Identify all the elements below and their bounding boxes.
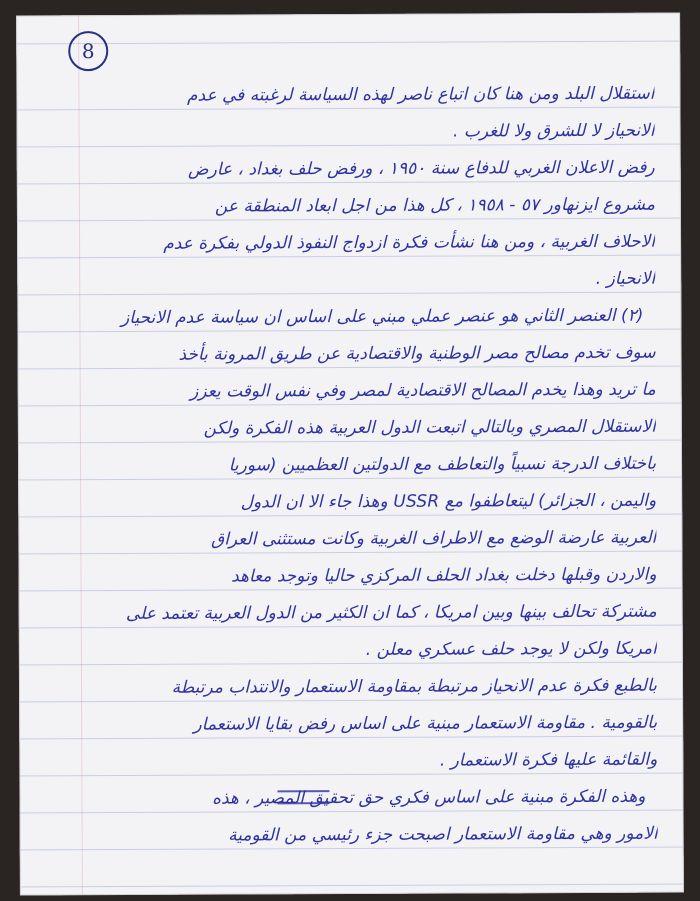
- text-line-11: باختلاف الدرجة نسبياً والتعاطف مع الدولتين العظميين (سوريا: [228, 453, 657, 476]
- text-line-6: الانحياز .: [595, 268, 656, 289]
- text-line-19: والقائمة عليها فكرة الاستعمار .: [439, 749, 658, 771]
- text-line-10: الاستقلال المصري وبالتالي اتبعت الدول العربية هذه الفكرة ولكن: [203, 416, 656, 439]
- text-line-5: الاحلاف الغربية ، ومن هنا نشأت فكرة ازدواج النفوذ الدولي بفكرة عدم: [163, 231, 656, 254]
- text-line-18: بالقومية . مقاومة الاستعمار مبنية على اساس رفض بقايا الاستعمار: [193, 712, 658, 735]
- text-line-12: واليمن ، الجزائر) ليتعاطفوا مع USSR وهذا جاء الا ان الدول: [240, 490, 657, 513]
- text-line-4: مشروع ايزنهاور ٥٧ - ١٩٥٨ ، كل هذا من اجل ابعاد المنطقة عن: [214, 194, 655, 217]
- text-line-2: الانحياز لا للشرق ولا للغرب .: [452, 120, 655, 142]
- text-line-1: استقلال البلد ومن هنا كان اتباع ناصر لهذه السياسة لرغبته في عدم: [186, 83, 655, 106]
- text-line-16: امريكا ولكن لا يوجد حلف عسكري معلن .: [365, 638, 657, 660]
- text-line-14: والاردن وقبلها دخلت بغداد الحلف المركزي حاليا وتوجد معاهد: [231, 564, 657, 587]
- lined-paper-sheet: [16, 13, 684, 896]
- text-line-13: العربية عارضة الوضع مع الاطراف الغربية وكانت مستثنى العراق: [210, 527, 657, 550]
- text-line-3: رفض الاعلان الغربي للدفاع سنة ١٩٥٠ ، ورفض حلف بغداد ، عارض: [187, 157, 655, 180]
- text-line-21: الامور وهي مقاومة الاستعمار اصبحت جزء رئيسي من القومية: [228, 823, 658, 846]
- page-number-circle: 8: [68, 31, 108, 71]
- text-line-8: سوف تخدم مصالح مصر الوطنية والاقتصادية عن طريق المرونة بأخذ: [178, 342, 656, 365]
- text-line-17: بالطبع فكرة عدم الانحياز مرتبطة بمقاومة الاستعمار والانتداب مرتبطة: [171, 675, 658, 698]
- text-line-7: (٢) العنصر الثاني هو عنصر عملي مبني على اساس ان سياسة عدم الانحياز: [120, 305, 644, 328]
- text-line-15: مشتركة تحالف بينها وبين امريكا ، كما ان الكثير من الدول العربية تعتمد على: [125, 601, 657, 624]
- text-line-20: وهذه الفكرة مبنية على اساس فكري حق تحقيق المصير ، هذه: [212, 786, 646, 809]
- scribbled-out-word: [277, 790, 329, 804]
- handwritten-text-body: [60, 79, 657, 859]
- text-line-9: ما تريد وهذا يخدم المصالح الاقتصادية لمصر وفي نفس الوقت يعزز: [190, 379, 656, 402]
